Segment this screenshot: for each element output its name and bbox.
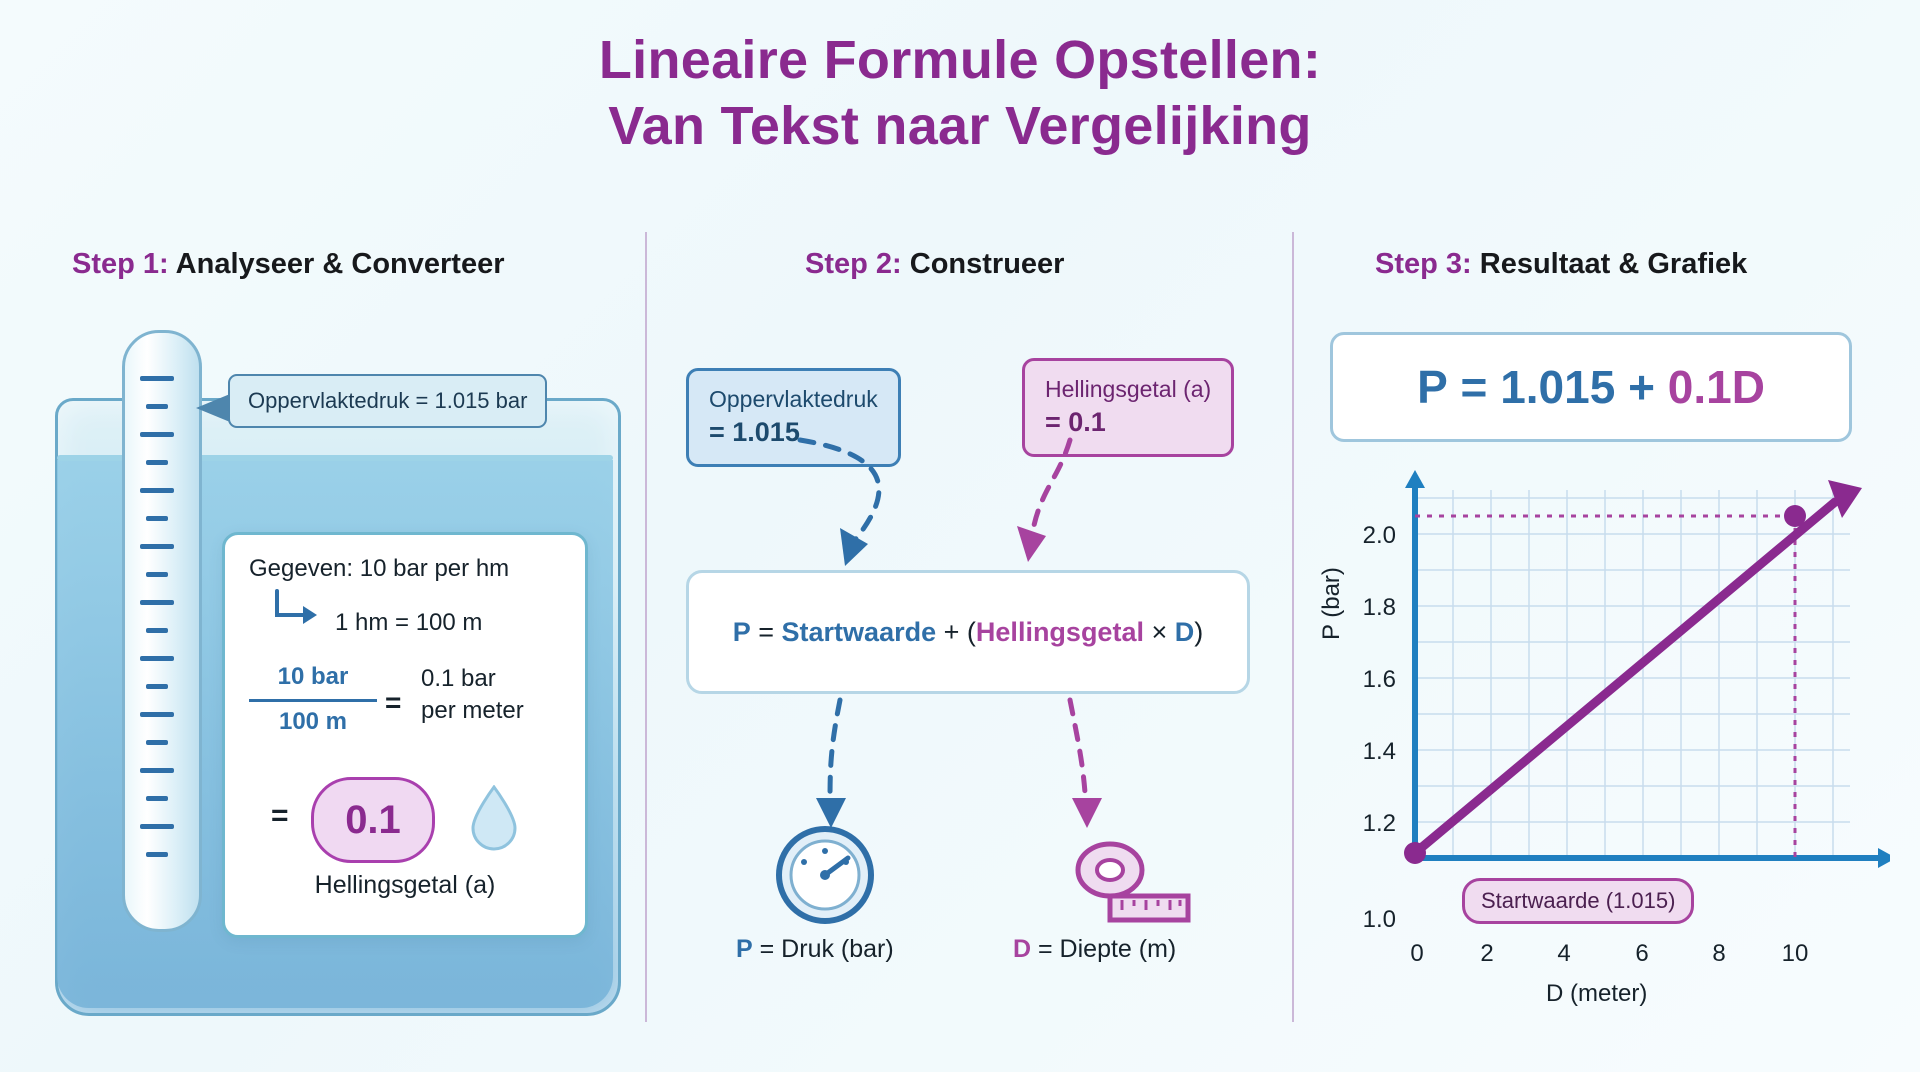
unit-result bbox=[421, 663, 524, 728]
legend-p-text: = Druk (bar) bbox=[759, 935, 894, 963]
tube-tick bbox=[146, 404, 168, 409]
tube-tick bbox=[140, 376, 174, 381]
fraction-denominator: 100 m bbox=[278, 708, 348, 735]
final-formula-box bbox=[1330, 332, 1852, 442]
y-tick-label: 2.0 bbox=[1362, 522, 1396, 549]
final-plus: + bbox=[1628, 361, 1655, 413]
final-intercept: 1.015 bbox=[1500, 361, 1616, 413]
column-heading-step3 bbox=[1375, 248, 1747, 281]
tube-tick bbox=[140, 824, 174, 829]
y-tick-label: 1.4 bbox=[1362, 738, 1396, 765]
tube-tick bbox=[140, 656, 174, 661]
step2-number: Step 2: bbox=[805, 248, 902, 280]
callout-arrow-icon bbox=[196, 394, 230, 422]
pressure-depth-chart bbox=[1330, 470, 1890, 940]
slope-result-row bbox=[249, 775, 561, 863]
tube-tick bbox=[140, 768, 174, 773]
chart-y-axis-label: P (bar) bbox=[1318, 567, 1345, 640]
x-tick-label: 0 bbox=[1410, 940, 1424, 967]
chip-slope-value-line1: Hellingsgetal (a) bbox=[1045, 376, 1212, 402]
corner-arrow-icon bbox=[273, 589, 321, 631]
slope-caption: Hellingsgetal (a) bbox=[314, 871, 496, 899]
step1-number: Step 1: bbox=[72, 248, 169, 280]
tube-tick bbox=[146, 740, 168, 745]
step2-label: Construeer bbox=[909, 248, 1065, 280]
final-eq: = bbox=[1460, 361, 1488, 413]
chip-start-value-line2: = 1.015 bbox=[709, 416, 800, 447]
chart-x-axis-label: D (meter) bbox=[1546, 980, 1648, 1007]
given-text: Gegeven: 10 bar per hm bbox=[249, 555, 510, 582]
tube-tick bbox=[146, 796, 168, 801]
legend-pressure bbox=[736, 935, 894, 964]
column-heading-step1 bbox=[72, 248, 505, 281]
fraction bbox=[249, 663, 377, 736]
tube-tick bbox=[146, 628, 168, 633]
equals-sign: = bbox=[385, 687, 402, 718]
step3-label: Resultaat & Grafiek bbox=[1479, 248, 1748, 280]
surface-pressure-callout: Oppervlaktedruk = 1.015 bar bbox=[228, 374, 547, 428]
title-line-2: Van Tekst naar Vergelijking bbox=[608, 95, 1312, 156]
y-tick-label: 1.6 bbox=[1362, 666, 1396, 693]
pressure-gauge-icon bbox=[770, 820, 880, 930]
x-tick-label: 4 bbox=[1557, 940, 1571, 967]
final-p: P bbox=[1417, 361, 1448, 413]
y-tick-label: 1.2 bbox=[1362, 810, 1396, 837]
fraction-bar bbox=[249, 699, 377, 702]
fraction-numerator: 10 bar bbox=[277, 663, 349, 690]
legend-p-symbol: P bbox=[736, 935, 753, 963]
result-equals-sign: = bbox=[271, 799, 289, 832]
divider-2 bbox=[1292, 232, 1294, 1022]
tube-tick bbox=[140, 544, 174, 549]
formula-close-paren: ) bbox=[1194, 616, 1204, 647]
formula-hellingsgetal: Hellingsgetal bbox=[975, 616, 1144, 647]
x-tick-label: 8 bbox=[1712, 940, 1726, 967]
conversion-text: 1 hm = 100 m bbox=[335, 609, 483, 636]
conversion-card bbox=[222, 532, 588, 938]
legend-d-text: = Diepte (m) bbox=[1038, 935, 1177, 963]
tube-tick bbox=[146, 852, 168, 857]
tube-tick bbox=[140, 432, 174, 437]
formula-open-paren: ( bbox=[966, 616, 976, 647]
x-tick-label: 10 bbox=[1781, 940, 1809, 967]
tape-measure-icon bbox=[1070, 828, 1200, 928]
x-tick-label: 6 bbox=[1635, 940, 1649, 967]
water-droplet-icon bbox=[467, 785, 521, 851]
column-heading-step2 bbox=[805, 248, 1064, 281]
formula-times: × bbox=[1151, 616, 1168, 647]
final-slope: 0.1D bbox=[1667, 361, 1765, 413]
x-tick-label: 2 bbox=[1480, 940, 1494, 967]
formula-startwaarde: Startwaarde bbox=[781, 616, 937, 647]
formula-d: D bbox=[1174, 616, 1195, 647]
y-tick-label: 1.8 bbox=[1362, 594, 1396, 621]
slope-value-pill: 0.1 bbox=[311, 777, 435, 863]
title-line-1: Lineaire Formule Opstellen: bbox=[598, 30, 1322, 90]
step3-number: Step 3: bbox=[1375, 248, 1472, 280]
chip-start-value-line1: Oppervlaktedruk bbox=[709, 386, 878, 412]
tube-tick bbox=[146, 684, 168, 689]
y-tick-label: 1.0 bbox=[1362, 906, 1396, 933]
start-value-badge: Startwaarde (1.015) bbox=[1462, 878, 1694, 924]
step1-label: Analyseer & Converteer bbox=[175, 248, 505, 280]
unit-result-line1: 0.1 bar bbox=[421, 665, 496, 692]
tube-tick bbox=[140, 600, 174, 605]
tube-tick bbox=[140, 712, 174, 717]
tube-tick bbox=[140, 488, 174, 493]
tube-tick bbox=[146, 460, 168, 465]
formula-p: P bbox=[732, 616, 751, 647]
legend-d-symbol: D bbox=[1013, 935, 1032, 963]
legend-depth bbox=[1013, 935, 1176, 964]
formula-eq: = bbox=[758, 616, 775, 647]
generic-formula-box bbox=[686, 570, 1250, 694]
page-title bbox=[0, 28, 1920, 160]
tube-tick bbox=[146, 572, 168, 577]
chip-slope-value-line2: = 0.1 bbox=[1045, 406, 1106, 437]
formula-plus: + bbox=[943, 616, 960, 647]
unit-result-line2: per meter bbox=[421, 697, 524, 725]
tube-tick bbox=[146, 516, 168, 521]
